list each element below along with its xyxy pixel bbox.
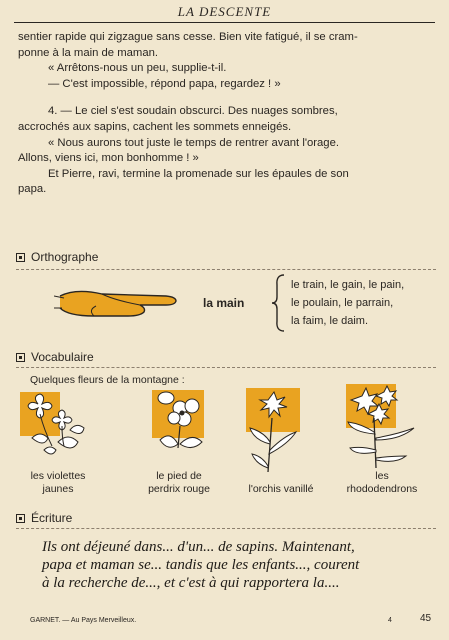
footer-signature: 4	[388, 617, 392, 624]
ortho-list-line: le train, le gain, le pain,	[291, 279, 405, 291]
brace-icon	[270, 273, 286, 333]
flower-label-line: rhododendrons	[346, 483, 418, 495]
cursive-line: papa et maman se... tandis que les enfants..., courent	[42, 557, 360, 573]
cursive-exercise	[42, 538, 440, 592]
flower-label-line: les violettes	[30, 470, 86, 482]
orchid-flower-illustration	[244, 384, 314, 476]
section-orthographe	[16, 250, 98, 264]
flower-label	[20, 470, 96, 496]
cursive-line: à la recherche de..., et c'est à qui rapportera la....	[42, 575, 340, 591]
violet-flower-illustration	[18, 390, 94, 460]
flower-label	[134, 470, 224, 496]
story-line: papa.	[18, 183, 47, 196]
pointing-hand-icon	[54, 282, 194, 322]
story-line: — C'est impossible, répond papa, regardez ! »	[48, 77, 281, 90]
perdrix-flower-illustration	[140, 386, 220, 462]
dashed-rule	[16, 367, 436, 368]
story-line: Et Pierre, ravi, termine la promenade sur les épaules de son	[48, 167, 349, 180]
story-line: sentier rapide qui zigzague sans cesse. Bien vite fatigué, il se cram-	[18, 31, 358, 43]
header-rule	[14, 22, 435, 23]
ortho-word-list	[291, 276, 404, 330]
ortho-keyword: la main	[203, 296, 245, 310]
flower-label-line: jaunes	[42, 483, 74, 495]
square-bullet-icon	[16, 353, 25, 362]
flower-label	[236, 483, 326, 496]
dashed-rule	[16, 269, 436, 270]
square-bullet-icon	[16, 253, 25, 262]
section-ecriture	[16, 511, 72, 525]
ortho-list-line: le poulain, le parrain,	[291, 297, 394, 309]
square-bullet-icon	[16, 514, 25, 523]
story-line: « Arrêtons-nous un peu, supplie-t-il.	[48, 62, 227, 75]
vocab-caption: Quelques fleurs de la montagne :	[30, 374, 185, 386]
ortho-list-line: la faim, le daim.	[291, 315, 369, 327]
cursive-line: Ils ont déjeuné dans... d'un... de sapins. Maintenant,	[42, 539, 355, 555]
story-text	[18, 30, 436, 198]
story-line: Allons, viens ici, mon bonhomme ! »	[18, 152, 199, 165]
rhododendron-flower-illustration	[344, 382, 424, 472]
page-number: 45	[420, 613, 432, 624]
page-header: LA DESCENTE	[177, 4, 272, 19]
flower-label-line: les	[375, 470, 389, 482]
story-line: 4. — Le ciel s'est soudain obscurci. Des nuages sombres,	[48, 105, 338, 118]
section-title: Écriture	[31, 511, 73, 525]
flower-label-line: l'orchis vanillé	[248, 483, 314, 495]
flower-label	[334, 470, 430, 496]
story-line: ponne à la main de maman.	[18, 46, 159, 59]
section-title: Orthographe	[31, 250, 99, 264]
flower-label-line: perdrix rouge	[148, 483, 210, 495]
dashed-rule	[16, 528, 436, 529]
section-vocabulaire	[16, 350, 94, 364]
section-title: Vocabulaire	[31, 350, 94, 364]
footer-credit: GARNET. — Au Pays Merveilleux.	[30, 617, 137, 624]
flower-label-line: le pied de	[156, 470, 202, 482]
story-line: « Nous aurons tout juste le temps de rentrer avant l'orage.	[48, 136, 340, 149]
story-line: accrochés aux sapins, cachent les sommets enneigés.	[18, 120, 292, 133]
